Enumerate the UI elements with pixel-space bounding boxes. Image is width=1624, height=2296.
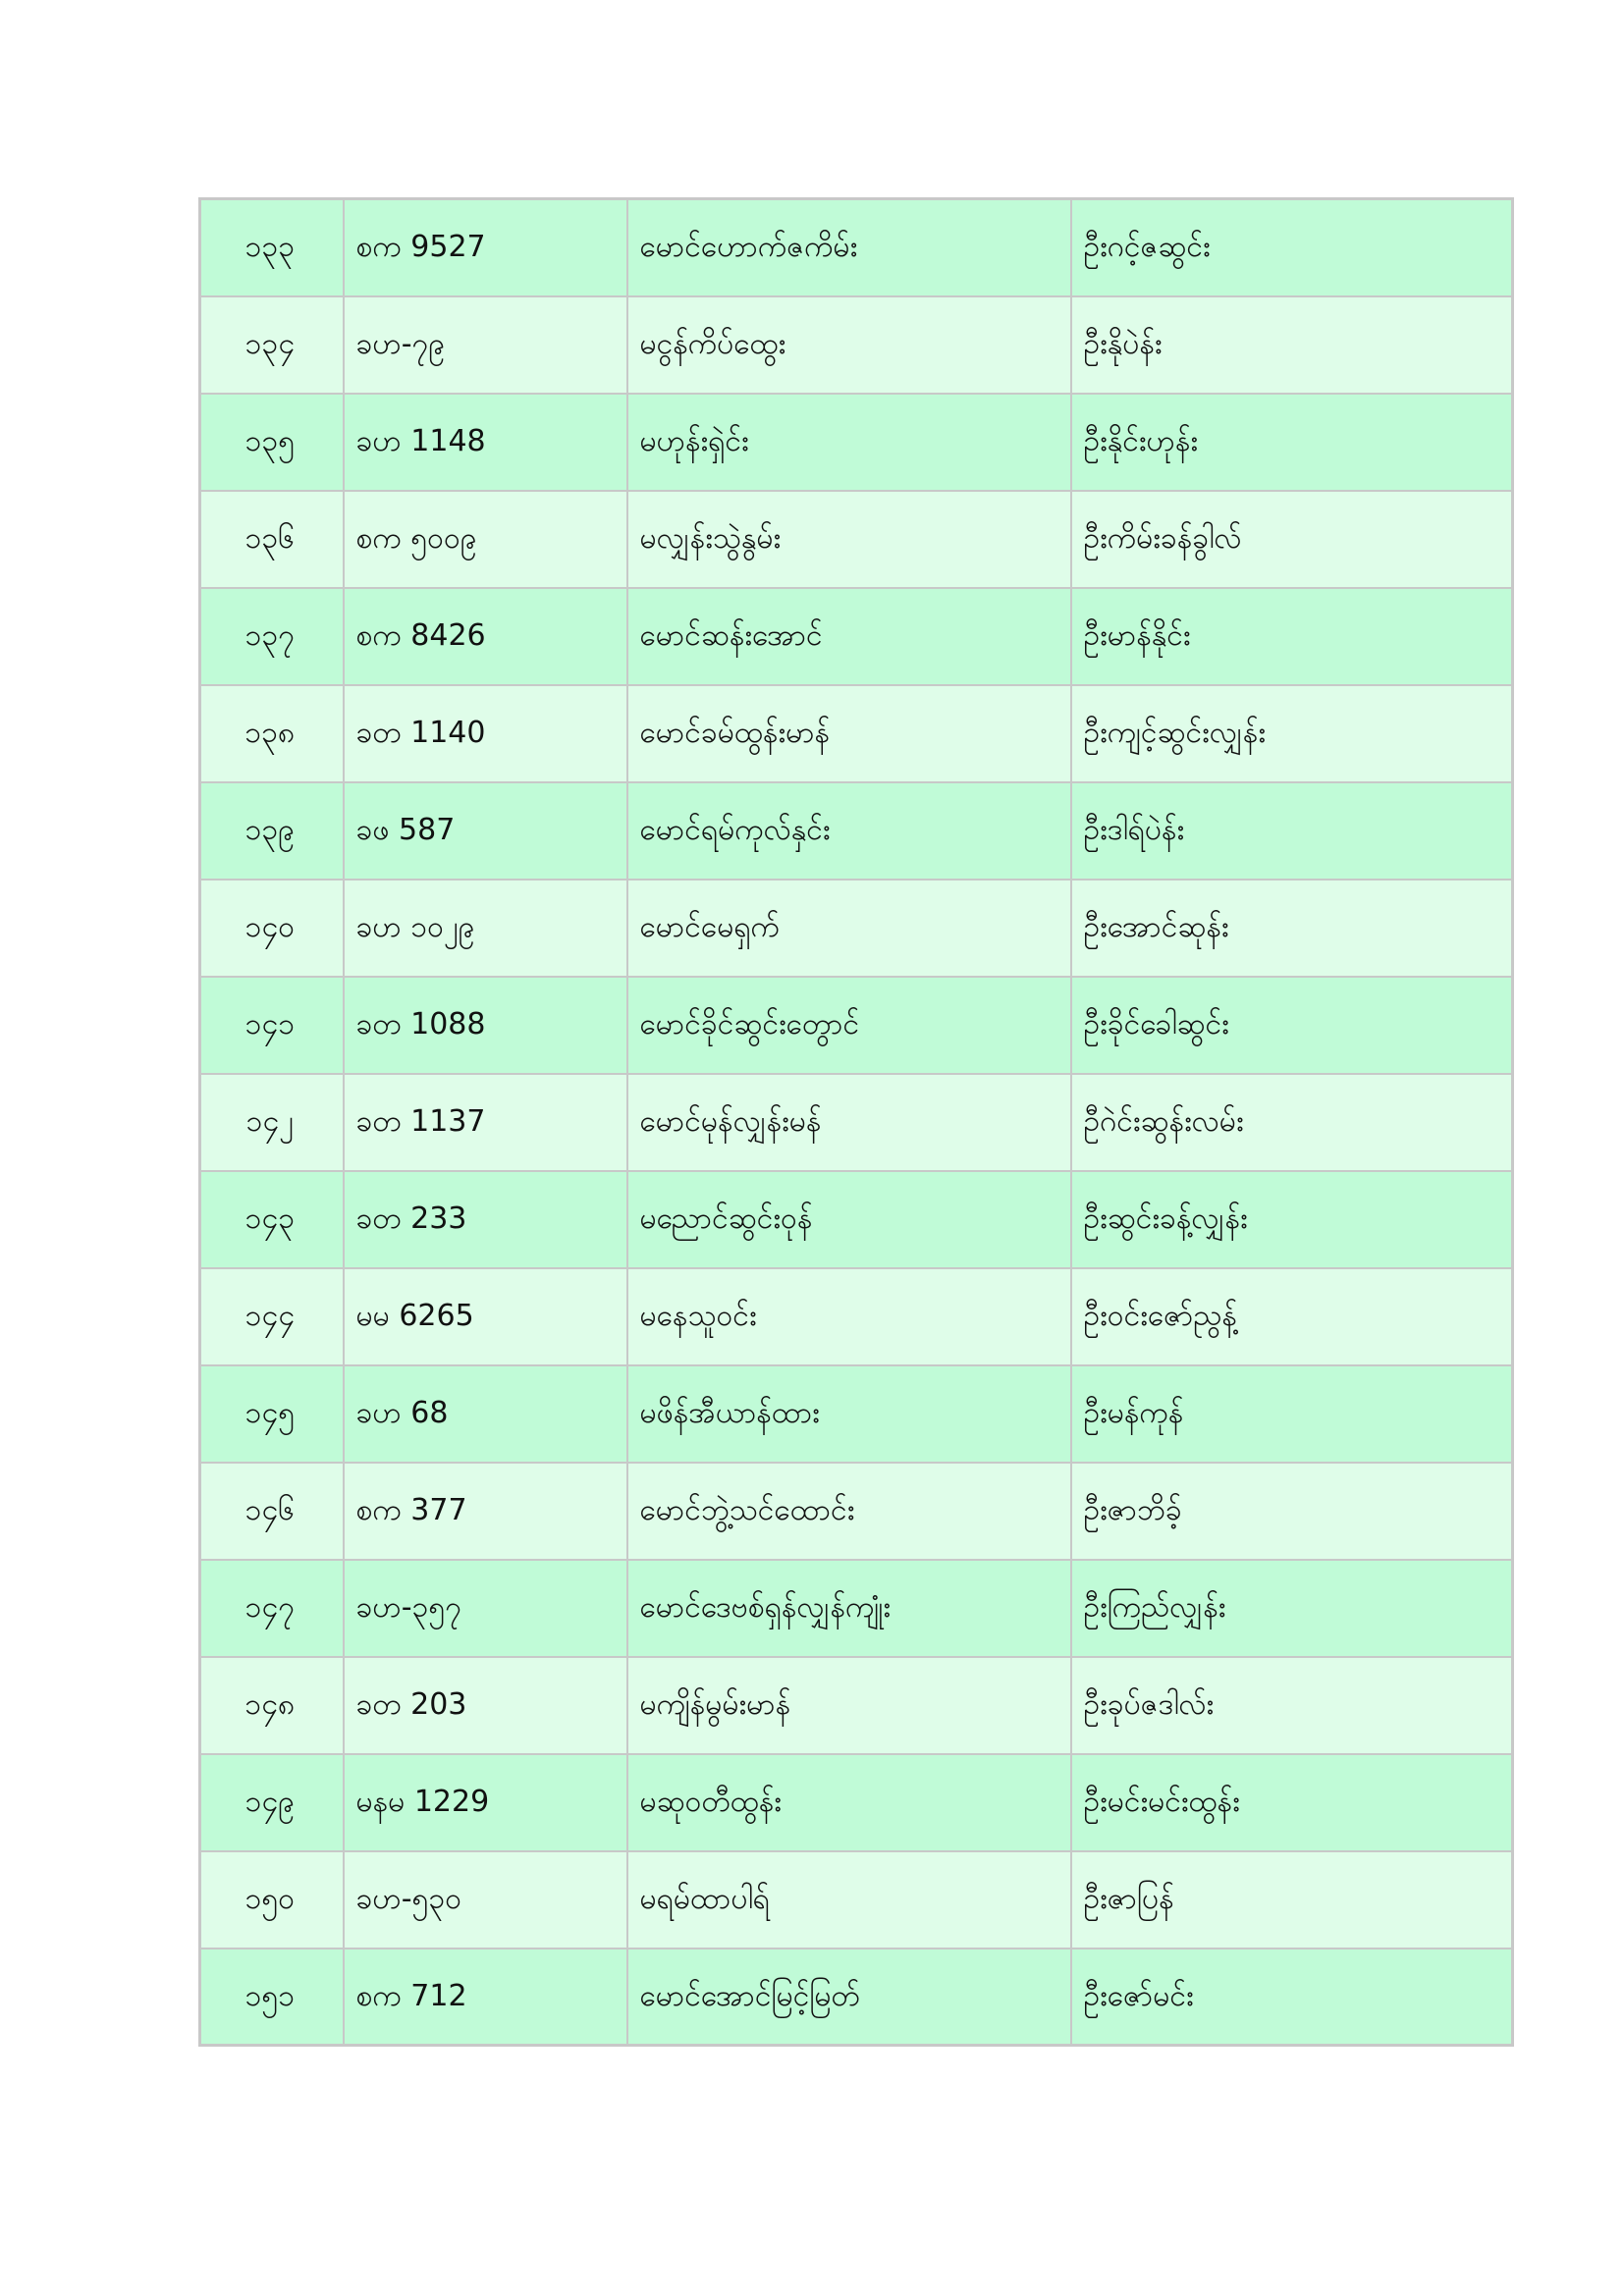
row-number: ၁၃၅: [200, 394, 344, 491]
person-name: မောင်ဟောက်ဇကိမ်း: [627, 199, 1071, 296]
father-name: ဦးခိုင်ခေါဆွင်း: [1071, 977, 1513, 1074]
row-number: ၁၄၇: [200, 1560, 344, 1657]
records-table-body: [200, 199, 1513, 2046]
father-name: ဦဂဲင်းဆွန်းလမ်း: [1071, 1074, 1513, 1171]
registration-id: စက ၅၀၀၉: [344, 491, 627, 588]
table-row: [200, 1851, 1513, 1949]
person-name: မောင်အောင်မြင့်မြတ်: [627, 1949, 1071, 2046]
row-number: ၁၄၀: [200, 880, 344, 977]
row-number: ၁၄၂: [200, 1074, 344, 1171]
registration-id: စက 9527: [344, 199, 627, 296]
row-number: ၁၄၈: [200, 1657, 344, 1754]
father-name: ဦးကြည်လျှန်း: [1071, 1560, 1513, 1657]
row-number: ၁၃၇: [200, 588, 344, 685]
registration-id: စက 712: [344, 1949, 627, 2046]
row-number: ၁၄၄: [200, 1268, 344, 1365]
table-row: [200, 1268, 1513, 1365]
person-name: မောင်ဆန်းအောင်: [627, 588, 1071, 685]
table-row: [200, 1754, 1513, 1851]
registration-id: မနမ 1229: [344, 1754, 627, 1851]
row-number: ၁၄၃: [200, 1171, 344, 1268]
table-row: [200, 880, 1513, 977]
person-name: မောင်ခမ်ထွန်းမာန်: [627, 685, 1071, 782]
father-name: ဦးနိုပဲန်း: [1071, 296, 1513, 394]
table-row: [200, 977, 1513, 1074]
person-name: မညောင်ဆွင်းဝုန်: [627, 1171, 1071, 1268]
row-number: ၁၄၉: [200, 1754, 344, 1851]
person-name: မဟုန်းရှဲင်း: [627, 394, 1071, 491]
registration-id: ခဟ-၅၃၀: [344, 1851, 627, 1949]
row-number: ၁၄၅: [200, 1365, 344, 1463]
table-row: [200, 491, 1513, 588]
row-number: ၁၅၀: [200, 1851, 344, 1949]
table-row: [200, 782, 1513, 880]
person-name: မရမ်ထာပါရ်: [627, 1851, 1071, 1949]
father-name: ဦးမာန်နိုင်း: [1071, 588, 1513, 685]
table-row: [200, 1074, 1513, 1171]
person-name: မောင်ဒေဗစ်ရှန်လျှန်ကျုံး: [627, 1560, 1071, 1657]
father-name: ဦးကိမ်းခန်ခွါလ်: [1071, 491, 1513, 588]
row-number: ၁၃၃: [200, 199, 344, 296]
person-name: မောင်ခိုင်ဆွင်းတွောင်: [627, 977, 1071, 1074]
person-name: မောင်ရမ်ကုလ်နှင်း: [627, 782, 1071, 880]
father-name: ဦးဆွင်းခန့်လျှန်း: [1071, 1171, 1513, 1268]
person-name: မဆုဝတီထွန်း: [627, 1754, 1071, 1851]
registration-id: ခတ 1140: [344, 685, 627, 782]
registration-id: ခတ 1137: [344, 1074, 627, 1171]
father-name: ဦးမင်းမင်းထွန်း: [1071, 1754, 1513, 1851]
table-row: [200, 1365, 1513, 1463]
person-name: မဖိန်အီယာန်ထား: [627, 1365, 1071, 1463]
person-name: မောင်ဘွဲ့သင်ထောင်း: [627, 1463, 1071, 1560]
person-name: မငွန်ကိပ်ထွေး: [627, 296, 1071, 394]
row-number: ၁၃၆: [200, 491, 344, 588]
person-name: မကျိန်မွမ်းမာန်: [627, 1657, 1071, 1754]
person-name: မောင်မေရှက်: [627, 880, 1071, 977]
father-name: ဦးဇာဘိခ့်: [1071, 1463, 1513, 1560]
registration-id: ခဟ-၇၉: [344, 296, 627, 394]
table-row: [200, 1171, 1513, 1268]
registration-id: မမ 6265: [344, 1268, 627, 1365]
registration-id: ခဖ 587: [344, 782, 627, 880]
table-row: [200, 685, 1513, 782]
table-row: [200, 394, 1513, 491]
row-number: ၁၅၁: [200, 1949, 344, 2046]
table-row: [200, 1463, 1513, 1560]
row-number: ၁၃၉: [200, 782, 344, 880]
registration-id: စက 377: [344, 1463, 627, 1560]
registration-id: ခတ 1088: [344, 977, 627, 1074]
table-row: [200, 1560, 1513, 1657]
father-name: ဦးအောင်ဆုန်း: [1071, 880, 1513, 977]
table-row: [200, 588, 1513, 685]
father-name: ဦးဝင်းဇော်ညွန့်: [1071, 1268, 1513, 1365]
registration-id: ခဟ 68: [344, 1365, 627, 1463]
row-number: ၁၄၆: [200, 1463, 344, 1560]
father-name: ဦးနိုင်းဟုန်း: [1071, 394, 1513, 491]
registration-id: စက 8426: [344, 588, 627, 685]
father-name: ဦးဇော်မင်း: [1071, 1949, 1513, 2046]
father-name: ဦးဇာပြန်: [1071, 1851, 1513, 1949]
father-name: ဦးခုပ်ဇဒါလ်း: [1071, 1657, 1513, 1754]
person-name: မလျှန်းသွဲနွမ်း: [627, 491, 1071, 588]
table-row: [200, 1949, 1513, 2046]
person-name: မနေသူဝင်း: [627, 1268, 1071, 1365]
row-number: ၁၃၈: [200, 685, 344, 782]
father-name: ဦးဒါရ်ပဲန်း: [1071, 782, 1513, 880]
table-row: [200, 296, 1513, 394]
father-name: ဦးမန်ကုန်: [1071, 1365, 1513, 1463]
registration-id: ခတ 233: [344, 1171, 627, 1268]
father-name: ဦးဂင့်ဇဆွင်း: [1071, 199, 1513, 296]
person-name: မောင်မုန်လျှန်းမန်: [627, 1074, 1071, 1171]
registration-id: ခဟ 1148: [344, 394, 627, 491]
records-table: [198, 197, 1514, 2047]
row-number: ၁၃၄: [200, 296, 344, 394]
row-number: ၁၄၁: [200, 977, 344, 1074]
table-row: [200, 199, 1513, 296]
registration-id: ခတ 203: [344, 1657, 627, 1754]
table-row: [200, 1657, 1513, 1754]
registration-id: ခဟ ၁၀၂၉: [344, 880, 627, 977]
registration-id: ခဟ-၃၅၇: [344, 1560, 627, 1657]
father-name: ဦးကျင့်ဆွင်းလျှန်း: [1071, 685, 1513, 782]
